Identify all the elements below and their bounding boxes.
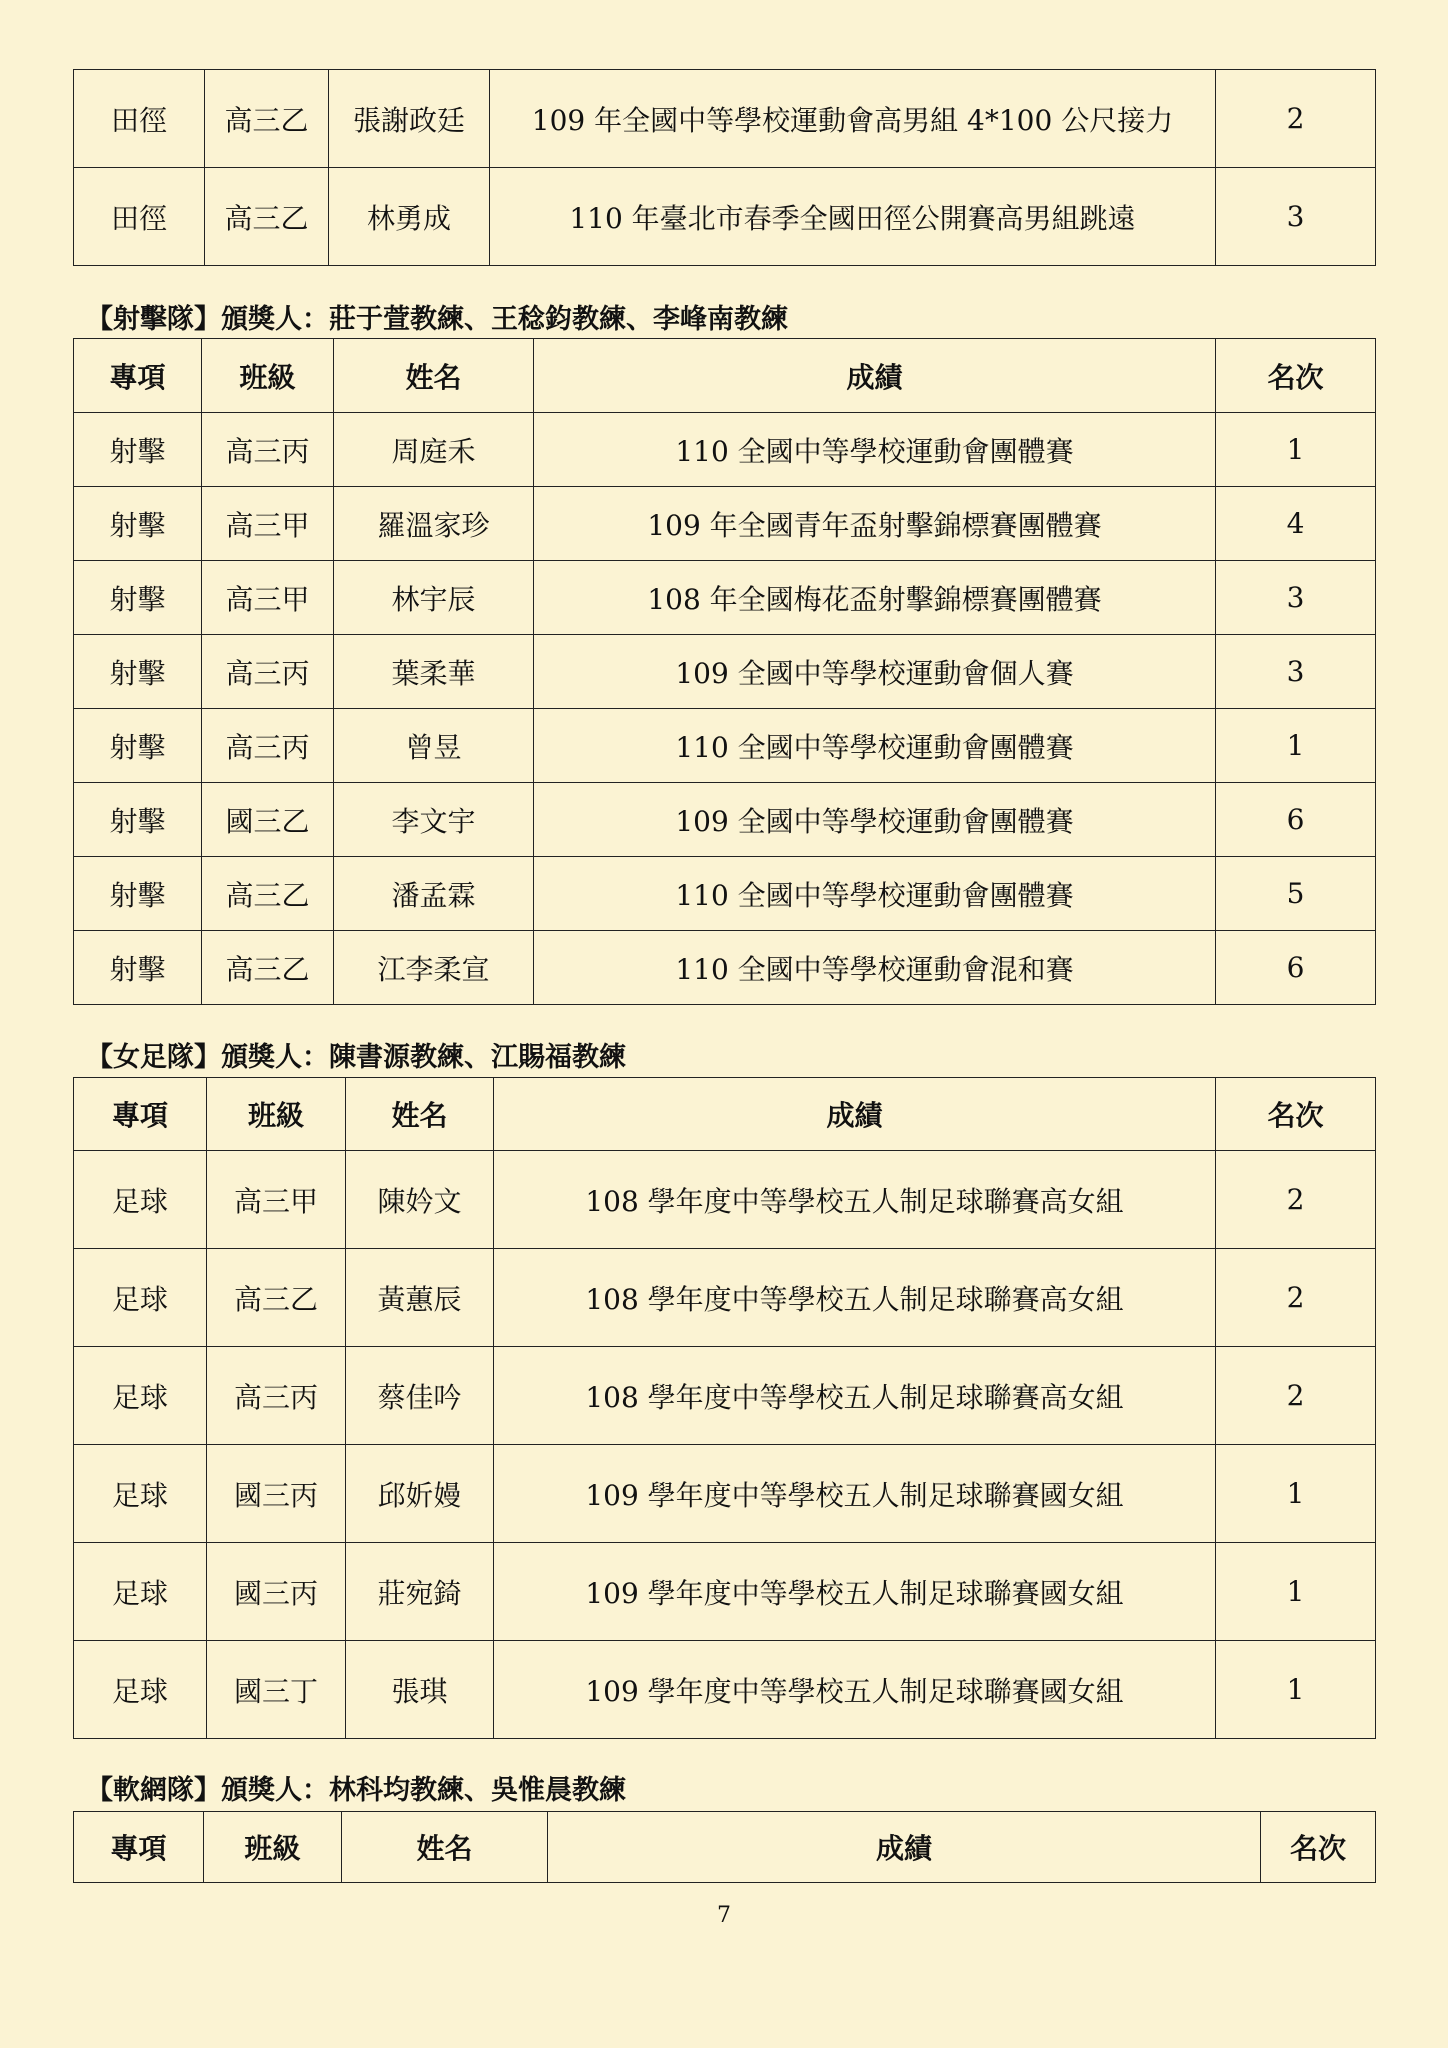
header-rank: 名次 (1216, 339, 1376, 413)
table-row (74, 1249, 1376, 1347)
class-cell: 高三丙 (202, 709, 334, 783)
result-cell: 109 學年度中等學校五人制足球聯賽國女組 (494, 1641, 1216, 1739)
header-result: 成績 (494, 1078, 1216, 1151)
table-header-row (74, 1078, 1376, 1151)
rank-cell: 3 (1216, 635, 1376, 709)
name-cell: 黃蕙辰 (346, 1249, 494, 1347)
class-cell: 國三丙 (207, 1543, 346, 1641)
result-cell: 110 全國中等學校運動會團體賽 (534, 413, 1216, 487)
rank-cell: 4 (1216, 487, 1376, 561)
table-header-row (74, 1812, 1376, 1883)
header-name: 姓名 (346, 1078, 494, 1151)
tennis-section-title: 【軟網隊】頒獎人：林科均教練、吳惟晨教練 (86, 1775, 626, 1806)
item-cell: 射擊 (74, 931, 202, 1005)
name-cell: 葉柔華 (334, 635, 534, 709)
table-row (74, 1641, 1376, 1739)
table-row (74, 635, 1376, 709)
table-row (74, 783, 1376, 857)
class-cell: 高三丙 (207, 1347, 346, 1445)
name-cell: 陳妗文 (346, 1151, 494, 1249)
page-number: 7 (717, 1903, 731, 1928)
rank-cell: 2 (1216, 1249, 1376, 1347)
class-cell: 高三甲 (207, 1151, 346, 1249)
name-cell: 李文宇 (334, 783, 534, 857)
header-item: 專項 (74, 1078, 207, 1151)
result-cell: 109 學年度中等學校五人制足球聯賽國女組 (494, 1543, 1216, 1641)
item-cell: 田徑 (74, 168, 205, 266)
table-row (74, 70, 1376, 168)
rank-cell: 1 (1216, 1641, 1376, 1739)
table-header-row (74, 339, 1376, 413)
result-cell: 110 年臺北市春季全國田徑公開賽高男組跳遠 (490, 168, 1216, 266)
name-cell: 江李柔宣 (334, 931, 534, 1005)
rank-cell: 1 (1216, 413, 1376, 487)
result-cell: 109 年全國中等學校運動會高男組 4*100 公尺接力 (490, 70, 1216, 168)
name-cell: 林宇辰 (334, 561, 534, 635)
soccer-table (73, 1077, 1376, 1739)
header-result: 成績 (534, 339, 1216, 413)
item-cell: 射擊 (74, 783, 202, 857)
header-class: 班級 (207, 1078, 346, 1151)
table-row (74, 931, 1376, 1005)
class-cell: 國三丁 (207, 1641, 346, 1739)
rank-cell: 1 (1216, 1543, 1376, 1641)
name-cell: 張謝政廷 (329, 70, 490, 168)
result-cell: 110 全國中等學校運動會團體賽 (534, 857, 1216, 931)
table-row (74, 1347, 1376, 1445)
item-cell: 足球 (74, 1347, 207, 1445)
table-row (74, 1445, 1376, 1543)
name-cell: 林勇成 (329, 168, 490, 266)
item-cell: 足球 (74, 1543, 207, 1641)
item-cell: 田徑 (74, 70, 205, 168)
item-cell: 射擊 (74, 635, 202, 709)
rank-cell: 5 (1216, 857, 1376, 931)
header-result: 成績 (548, 1812, 1261, 1883)
class-cell: 高三乙 (202, 931, 334, 1005)
class-cell: 高三乙 (205, 70, 329, 168)
class-cell: 高三丙 (202, 635, 334, 709)
item-cell: 足球 (74, 1641, 207, 1739)
name-cell: 羅溫家珍 (334, 487, 534, 561)
soccer-section-title: 【女足隊】頒獎人：陳書源教練、江賜福教練 (86, 1042, 626, 1073)
table-row (74, 1543, 1376, 1641)
header-name: 姓名 (334, 339, 534, 413)
rank-cell: 2 (1216, 1347, 1376, 1445)
result-cell: 110 全國中等學校運動會團體賽 (534, 709, 1216, 783)
header-class: 班級 (204, 1812, 342, 1883)
rank-cell: 1 (1216, 1445, 1376, 1543)
result-cell: 108 學年度中等學校五人制足球聯賽高女組 (494, 1249, 1216, 1347)
class-cell: 高三甲 (202, 487, 334, 561)
result-cell: 108 學年度中等學校五人制足球聯賽高女組 (494, 1151, 1216, 1249)
item-cell: 射擊 (74, 709, 202, 783)
tennis-table (73, 1811, 1376, 1883)
result-cell: 109 全國中等學校運動會團體賽 (534, 783, 1216, 857)
class-cell: 高三乙 (202, 857, 334, 931)
header-name: 姓名 (342, 1812, 548, 1883)
rank-cell: 1 (1216, 709, 1376, 783)
header-item: 專項 (74, 1812, 204, 1883)
table-row (74, 1151, 1376, 1249)
name-cell: 潘孟霖 (334, 857, 534, 931)
shooting-section-title: 【射擊隊】頒獎人：莊于萱教練、王稔鈞教練、李峰南教練 (86, 304, 788, 335)
name-cell: 莊宛錡 (346, 1543, 494, 1641)
name-cell: 蔡佳吟 (346, 1347, 494, 1445)
class-cell: 高三乙 (207, 1249, 346, 1347)
rank-cell: 3 (1216, 561, 1376, 635)
class-cell: 高三甲 (202, 561, 334, 635)
rank-cell: 2 (1216, 70, 1376, 168)
result-cell: 109 學年度中等學校五人制足球聯賽國女組 (494, 1445, 1216, 1543)
result-cell: 110 全國中等學校運動會混和賽 (534, 931, 1216, 1005)
table-row (74, 487, 1376, 561)
result-cell: 109 全國中等學校運動會個人賽 (534, 635, 1216, 709)
rank-cell: 6 (1216, 783, 1376, 857)
item-cell: 射擊 (74, 413, 202, 487)
header-rank: 名次 (1261, 1812, 1376, 1883)
table-row (74, 561, 1376, 635)
table-row (74, 413, 1376, 487)
table-row (74, 709, 1376, 783)
class-cell: 高三乙 (205, 168, 329, 266)
header-rank: 名次 (1216, 1078, 1376, 1151)
class-cell: 國三丙 (207, 1445, 346, 1543)
table-row (74, 857, 1376, 931)
rank-cell: 6 (1216, 931, 1376, 1005)
result-cell: 109 年全國青年盃射擊錦標賽團體賽 (534, 487, 1216, 561)
item-cell: 射擊 (74, 487, 202, 561)
name-cell: 張琪 (346, 1641, 494, 1739)
shooting-table (73, 338, 1376, 1005)
rank-cell: 2 (1216, 1151, 1376, 1249)
result-cell: 108 年全國梅花盃射擊錦標賽團體賽 (534, 561, 1216, 635)
item-cell: 射擊 (74, 857, 202, 931)
class-cell: 高三丙 (202, 413, 334, 487)
item-cell: 足球 (74, 1445, 207, 1543)
item-cell: 足球 (74, 1151, 207, 1249)
rank-cell: 3 (1216, 168, 1376, 266)
class-cell: 國三乙 (202, 783, 334, 857)
track-table (73, 69, 1376, 266)
table-row (74, 168, 1376, 266)
name-cell: 周庭禾 (334, 413, 534, 487)
name-cell: 邱妡嫚 (346, 1445, 494, 1543)
item-cell: 足球 (74, 1249, 207, 1347)
header-class: 班級 (202, 339, 334, 413)
result-cell: 108 學年度中等學校五人制足球聯賽高女組 (494, 1347, 1216, 1445)
item-cell: 射擊 (74, 561, 202, 635)
name-cell: 曾昱 (334, 709, 534, 783)
header-item: 專項 (74, 339, 202, 413)
